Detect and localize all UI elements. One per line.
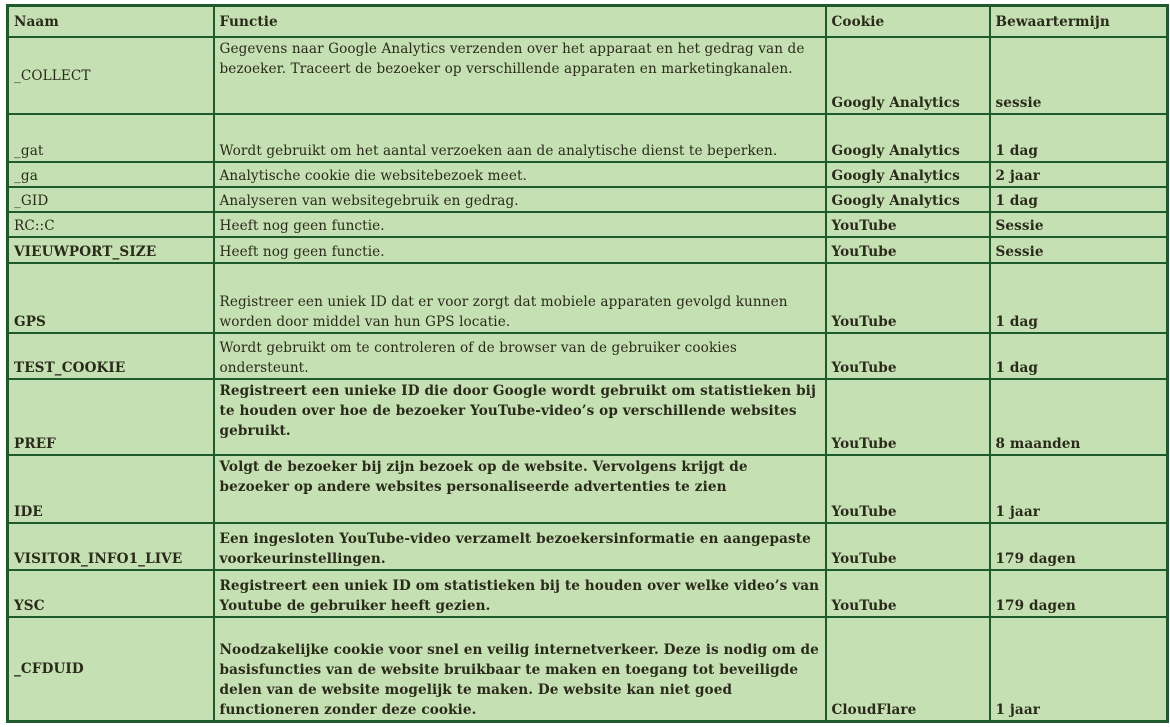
cell-naam: _GID: [8, 187, 214, 212]
cell-functie: Wordt gebruikt om het aantal verzoeken aan de analytische dienst te beperken.: [214, 114, 826, 162]
cell-cookie: YouTube: [826, 237, 990, 263]
cell-functie: Heeft nog geen functie.: [214, 212, 826, 237]
cell-functie: Registreert een uniek ID om statistieken bij te houden over welke video’s van Youtube de gebruiker heeft gezien.: [214, 570, 826, 617]
table-row: [8, 187, 1168, 212]
cell-cookie: YouTube: [826, 379, 990, 455]
cell-cookie: YouTube: [826, 333, 990, 379]
cell-naam: GPS: [8, 263, 214, 333]
table-row: [8, 162, 1168, 187]
cell-naam: YSC: [8, 570, 214, 617]
cell-bewaartermijn: 8 maanden: [990, 379, 1168, 455]
cell-bewaartermijn: Sessie: [990, 237, 1168, 263]
cell-functie: Analytische cookie die websitebezoek meet.: [214, 162, 826, 187]
cell-cookie: CloudFlare: [826, 617, 990, 721]
cell-naam: _COLLECT: [8, 37, 214, 114]
column-header-naam: Naam: [8, 6, 214, 38]
cell-bewaartermijn: 1 dag: [990, 263, 1168, 333]
column-header-functie: Functie: [214, 6, 826, 38]
cell-naam: _ga: [8, 162, 214, 187]
cell-cookie: YouTube: [826, 570, 990, 617]
cell-bewaartermijn: 179 dagen: [990, 570, 1168, 617]
cell-cookie: Googly Analytics: [826, 162, 990, 187]
column-header-cookie: Cookie: [826, 6, 990, 38]
cell-cookie: YouTube: [826, 455, 990, 523]
cell-functie: Wordt gebruikt om te controleren of de browser van de gebruiker cookies ondersteunt.: [214, 333, 826, 379]
table-row: [8, 333, 1168, 379]
table-row: [8, 263, 1168, 333]
cell-naam: PREF: [8, 379, 214, 455]
cell-naam: VISITOR_INFO1_LIVE: [8, 523, 214, 570]
cell-functie: Analyseren van websitegebruik en gedrag.: [214, 187, 826, 212]
cell-functie: Heeft nog geen functie.: [214, 237, 826, 263]
cell-functie: Registreert een unieke ID die door Google wordt gebruikt om statistieken bij te houden over hoe de bezoeker YouTube-video’s op verschillende websites gebruikt.: [214, 379, 826, 455]
cell-cookie: Googly Analytics: [826, 114, 990, 162]
cell-bewaartermijn: 179 dagen: [990, 523, 1168, 570]
cell-cookie: YouTube: [826, 263, 990, 333]
cell-bewaartermijn: 1 dag: [990, 333, 1168, 379]
cell-naam: TEST_COOKIE: [8, 333, 214, 379]
table-row: [8, 523, 1168, 570]
cell-naam: _gat: [8, 114, 214, 162]
cell-functie: Een ingesloten YouTube-video verzamelt bezoekersinformatie en aangepaste voorkeurinstellingen.: [214, 523, 826, 570]
cell-bewaartermijn: 1 jaar: [990, 455, 1168, 523]
cell-bewaartermijn: 1 dag: [990, 114, 1168, 162]
cell-cookie: Googly Analytics: [826, 37, 990, 114]
table-row: [8, 617, 1168, 721]
cell-bewaartermijn: 2 jaar: [990, 162, 1168, 187]
cell-naam: VIEUWPORT_SIZE: [8, 237, 214, 263]
cell-naam: RC::C: [8, 212, 214, 237]
cell-naam: IDE: [8, 455, 214, 523]
table-row: [8, 379, 1168, 455]
cell-functie: Gegevens naar Google Analytics verzenden over het apparaat en het gedrag van de bezoeker. Traceert de bezoeker op verschillende apparaten en marketingkanalen.: [214, 37, 826, 114]
column-header-bewaartermijn: Bewaartermijn: [990, 6, 1168, 38]
table-row: [8, 37, 1168, 114]
cell-functie: Registreer een uniek ID dat er voor zorgt dat mobiele apparaten gevolgd kunnen worden door middel van hun GPS locatie.: [214, 263, 826, 333]
cell-naam: _CFDUID: [8, 617, 214, 721]
cell-bewaartermijn: 1 jaar: [990, 617, 1168, 721]
cell-cookie: YouTube: [826, 523, 990, 570]
cell-cookie: Googly Analytics: [826, 187, 990, 212]
cell-bewaartermijn: 1 dag: [990, 187, 1168, 212]
table-row: [8, 212, 1168, 237]
table-row: [8, 570, 1168, 617]
cell-bewaartermijn: Sessie: [990, 212, 1168, 237]
cell-functie: Noodzakelijke cookie voor snel en veilig internetverkeer. Deze is nodig om de basisfuncties van de website bruikbaar te maken en toegang tot beveiligde delen van de website mogelijk te maken. De website kan niet goed functioneren zonder deze cookie.: [214, 617, 826, 721]
table-row: [8, 114, 1168, 162]
cell-functie: Volgt de bezoeker bij zijn bezoek op de website. Vervolgens krijgt de bezoeker op andere websites personaliseerde advertenties te zien: [214, 455, 826, 523]
cell-cookie: YouTube: [826, 212, 990, 237]
table-row: [8, 237, 1168, 263]
table-header-row: [8, 6, 1168, 38]
cookie-table: [6, 4, 1169, 723]
cell-bewaartermijn: sessie: [990, 37, 1168, 114]
table-row: [8, 455, 1168, 523]
